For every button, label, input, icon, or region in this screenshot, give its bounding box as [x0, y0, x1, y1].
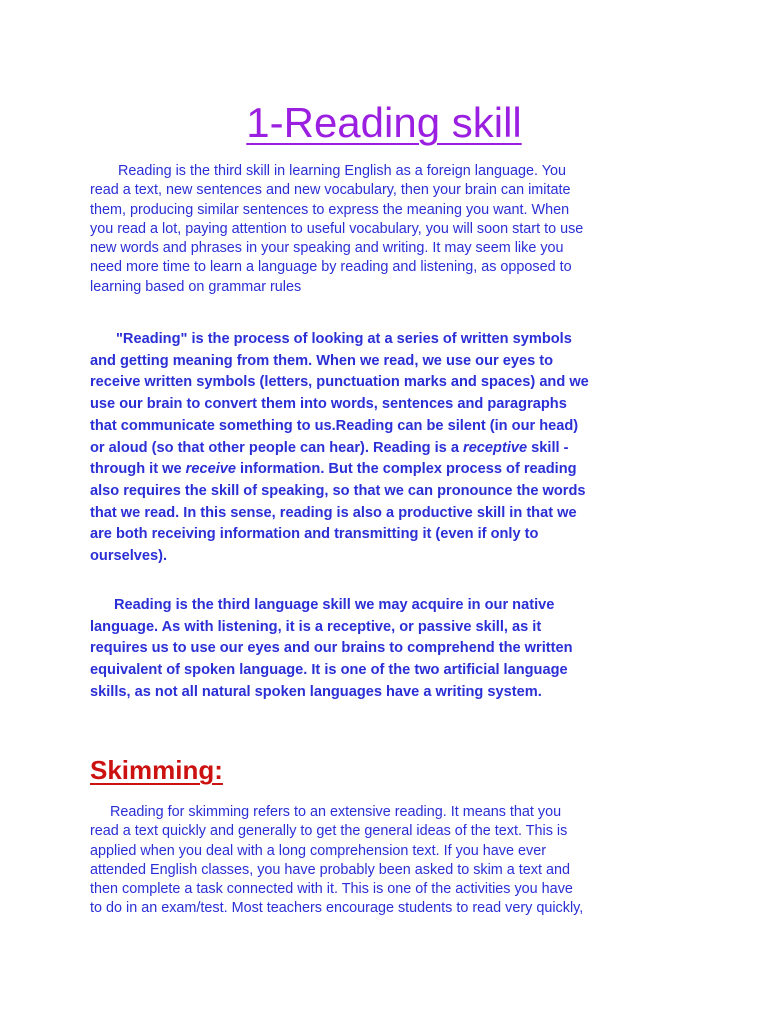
- skimming-heading: [90, 750, 223, 790]
- text-line: need more time to learn a language by reading and listening, as opposed to: [90, 259, 572, 276]
- text-segment: through it we: [90, 461, 186, 478]
- native-language-paragraph: [90, 595, 690, 704]
- text-line: to do in an exam/test. Most teachers encourage students to read very quickly,: [90, 900, 584, 917]
- text-line: learning based on grammar rules: [90, 278, 302, 295]
- text-line: equivalent of spoken language. It is one of the two artificial language: [90, 662, 568, 679]
- page-title: [0, 97, 768, 149]
- text-line: ourselves).: [90, 548, 168, 565]
- text-line: them, producing similar sentences to express the meaning you want. When: [90, 201, 570, 218]
- text-line: read a text, new sentences and new vocabulary, then your brain can imitate: [90, 182, 571, 199]
- text-line: also requires the skill of speaking, so that we can pronounce the words: [90, 482, 586, 499]
- text-line: language. As with listening, it is a receptive, or passive skill, as it: [90, 618, 542, 635]
- skimming-paragraph: [90, 803, 690, 919]
- text-line: skills, as not all natural spoken languages have a writing system.: [90, 683, 542, 700]
- page-title-text: 1-Reading skill: [246, 99, 522, 146]
- text-line: that communicate something to us.Reading can be silent (in our head): [90, 417, 579, 434]
- text-line: applied when you deal with a long comprehension text. If you have ever: [90, 842, 546, 859]
- text-line: read a text quickly and generally to get the general ideas of the text. This is: [90, 823, 568, 840]
- emphasis-receptive: receptive: [463, 439, 528, 456]
- text-line: Reading for skimming refers to an extensive reading. It means that you: [110, 804, 562, 820]
- text-line: Reading is the third language skill we may acquire in our native: [114, 597, 555, 613]
- skimming-heading-text: Skimming:: [90, 755, 223, 785]
- text-line: are both receiving information and transmitting it (even if only to: [90, 526, 539, 543]
- text-line: new words and phrases in your speaking and writing. It may seem like you: [90, 240, 564, 257]
- text-line: receive written symbols (letters, punctuation marks and spaces) and we: [90, 374, 589, 391]
- text-line: you read a lot, paying attention to useful vocabulary, you will soon start to use: [90, 220, 584, 237]
- text-line: "Reading" is the process of looking at a series of written symbols: [116, 331, 572, 347]
- text-line: then complete a task connected with it. This is one of the activities you have: [90, 881, 573, 898]
- text-line: use our brain to convert them into words, sentences and paragraphs: [90, 396, 567, 413]
- text-line: [90, 438, 690, 460]
- text-line: Reading is the third skill in learning English as a foreign language. You: [118, 163, 567, 179]
- text-line: that we read. In this sense, reading is also a productive skill in that we: [90, 504, 577, 521]
- text-segment: information. But the complex process of reading: [236, 461, 577, 478]
- definition-paragraph: [90, 329, 690, 568]
- text-line: [90, 459, 690, 481]
- intro-paragraph: [90, 162, 690, 297]
- text-segment: skill -: [527, 439, 569, 456]
- emphasis-receive: receive: [185, 461, 236, 478]
- text-line: attended English classes, you have probably been asked to skim a text and: [90, 861, 570, 878]
- text-line: requires us to use our eyes and our brains to comprehend the written: [90, 640, 573, 657]
- text-line: and getting meaning from them. When we read, we use our eyes to: [90, 352, 554, 369]
- text-segment: or aloud (so that other people can hear). Reading is a: [90, 439, 464, 456]
